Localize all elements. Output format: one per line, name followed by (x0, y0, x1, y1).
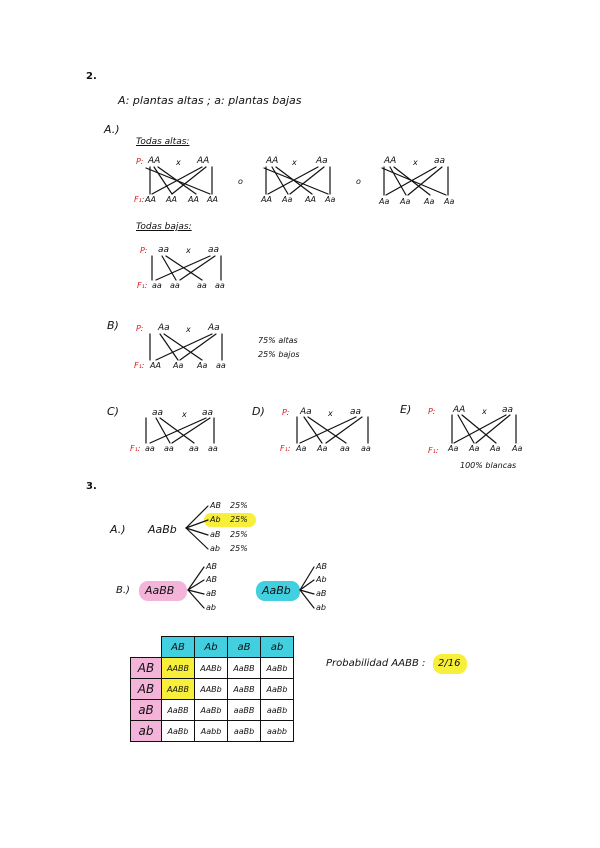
gamete-2: AB (206, 575, 217, 584)
cross-symbol: x (328, 409, 333, 418)
part-b-branches-2 (300, 567, 314, 608)
part-b-branches-1 (188, 567, 204, 608)
parent-1: aa (152, 408, 164, 418)
gamete-4: ab (210, 544, 220, 553)
parent-1: Aa (158, 323, 170, 333)
cross-symbol: x (292, 158, 297, 167)
row-header-3: aB (131, 700, 162, 721)
col-header-3: aB (228, 637, 261, 658)
or-separator-2: o (356, 177, 361, 186)
q2-part-d-label: D) (252, 405, 265, 418)
q3-part-a-label: A.) (110, 523, 126, 536)
gamete-4-pct: 25% (230, 544, 248, 553)
parent-1: AA (148, 156, 161, 166)
cell: AaBB (228, 679, 261, 700)
offspring-1: Aa (296, 444, 307, 453)
punnett-row (131, 700, 294, 721)
parent-1: Aa (300, 407, 312, 417)
gamete-1: AB (206, 562, 217, 571)
row-header-4: ab (131, 721, 162, 742)
corner-cell (131, 637, 162, 658)
cell: AABb (195, 658, 228, 679)
q2-part-c-label: C) (107, 405, 119, 418)
offspring-2: aa (170, 281, 180, 290)
offspring-4: Aa (512, 444, 523, 453)
offspring-2: Aa (173, 361, 184, 370)
p-label: P: (136, 157, 144, 166)
offspring-1: AA (261, 195, 272, 204)
offspring-4: aa (361, 444, 371, 453)
gamete-3: aB (316, 589, 327, 598)
todas-bajas-heading: Todas bajas: (136, 222, 192, 232)
offspring-2: Aa (317, 444, 328, 453)
punnett-header-row (131, 637, 294, 658)
result-25-bajos: 25% bajos (258, 350, 300, 359)
cross-symbol: x (482, 407, 487, 416)
offspring-2: Aa (400, 197, 411, 206)
offspring-2: AA (166, 195, 177, 204)
parent-2: aa (208, 245, 220, 255)
cell-aabb-highlighted: AABB (162, 658, 195, 679)
parent-1: aa (158, 245, 170, 255)
offspring-1: aa (152, 281, 162, 290)
offspring-3: aa (189, 444, 199, 453)
cell: aaBb (228, 721, 261, 742)
gamete-3: aB (206, 589, 217, 598)
gamete-1-pct: 25% (230, 501, 248, 510)
result-75-altas: 75% altas (258, 336, 298, 345)
f1-label: F₁: (280, 444, 291, 453)
parent-1: AA (266, 156, 279, 166)
cell: AaBB (228, 658, 261, 679)
q2-part-a-label: A.) (104, 123, 120, 136)
offspring-3: Aa (424, 197, 435, 206)
q3-part-b-label: B.) (116, 585, 130, 596)
f1-label: F₁: (130, 444, 141, 453)
col-header-4: ab (261, 637, 294, 658)
parent-2: aa (502, 405, 514, 415)
parent-2: AA (197, 156, 210, 166)
offspring-3: Aa (197, 361, 208, 370)
q2-part-b-label: B) (107, 319, 119, 332)
cell: AaBb (162, 721, 195, 742)
f1-label: F₁: (137, 281, 148, 290)
question-3-number: 3. (86, 481, 97, 492)
gamete-2: Ab (210, 515, 221, 524)
offspring-4: aa (215, 281, 225, 290)
todas-altas-heading: Todas altas: (136, 137, 190, 147)
cross-symbol: x (413, 158, 418, 167)
gamete-3-pct: 25% (230, 530, 248, 539)
offspring-3: Aa (490, 444, 501, 453)
q2-part-e-label: E) (400, 403, 412, 416)
gamete-4: ab (206, 603, 216, 612)
offspring-2: aa (164, 444, 174, 453)
cell: aabb (261, 721, 294, 742)
offspring-1: Aa (448, 444, 459, 453)
offspring-1: AA (145, 195, 156, 204)
row-header-1: AB (131, 658, 162, 679)
punnett-row (131, 658, 294, 679)
genotype-aabb-2: AaBb (262, 584, 291, 597)
parent-2: Aa (208, 323, 220, 333)
p-label: P: (428, 407, 436, 416)
offspring-3: AA (305, 195, 316, 204)
q2-legend: A: plantas altas ; a: plantas bajas (118, 94, 302, 107)
cell: aaBb (261, 700, 294, 721)
offspring-2: Aa (282, 195, 293, 204)
gamete-2-pct: 25% (230, 515, 248, 524)
part-a-branches (186, 506, 208, 549)
or-separator-1: o (238, 177, 243, 186)
offspring-1: aa (145, 444, 155, 453)
punnett-row (131, 679, 294, 700)
offspring-4: Aa (444, 197, 455, 206)
offspring-1: Aa (379, 197, 390, 206)
p-label: P: (140, 246, 148, 255)
genotype-aabb-1: AaBB (145, 584, 175, 597)
cell: Aabb (195, 721, 228, 742)
f1-label: F₁: (134, 361, 145, 370)
f1-label: F₁: (428, 446, 439, 455)
row-header-2: AB (131, 679, 162, 700)
offspring-4: aa (216, 361, 226, 370)
offspring-3: AA (188, 195, 199, 204)
offspring-3: aa (197, 281, 207, 290)
cell: AABb (195, 679, 228, 700)
offspring-4: AA (207, 195, 218, 204)
punnett-square (130, 636, 294, 742)
cross-symbol: x (186, 246, 191, 255)
offspring-3: aa (340, 444, 350, 453)
offspring-4: Aa (325, 195, 336, 204)
offspring-1: AA (150, 361, 161, 370)
p-label: P: (282, 408, 290, 417)
cell-aabb-highlighted: AABB (162, 679, 195, 700)
probability-label: Probabilidad AABB : (326, 658, 426, 669)
cross-symbol: x (186, 325, 191, 334)
offspring-4: aa (208, 444, 218, 453)
parent-2: aa (202, 408, 214, 418)
parent-1: AA (453, 405, 466, 415)
gamete-1: AB (316, 562, 327, 571)
parent-1: AA (384, 156, 397, 166)
cell: AaBb (261, 658, 294, 679)
p-label: P: (136, 324, 144, 333)
probability-value: 2/16 (438, 658, 461, 669)
cross-symbol: x (182, 410, 187, 419)
parent-2: aa (434, 156, 446, 166)
gamete-1: AB (210, 501, 221, 510)
result-100-blancas: 100% blancas (460, 461, 517, 470)
cell: AaBb (261, 679, 294, 700)
gamete-3: aB (210, 530, 221, 539)
parent-2: aa (350, 407, 362, 417)
cell: aaBB (228, 700, 261, 721)
f1-label: F₁: (134, 195, 145, 204)
cell: AaBB (162, 700, 195, 721)
parent-2: Aa (316, 156, 328, 166)
punnett-row (131, 721, 294, 742)
cell: AaBb (195, 700, 228, 721)
col-header-1: AB (162, 637, 195, 658)
question-2-number: 2. (86, 71, 97, 82)
gamete-2: Ab (316, 575, 327, 584)
col-header-2: Ab (195, 637, 228, 658)
cross-symbol: x (176, 158, 181, 167)
offspring-2: Aa (469, 444, 480, 453)
gamete-4: ab (316, 603, 326, 612)
genotype-aabb: AaBb (148, 523, 177, 536)
